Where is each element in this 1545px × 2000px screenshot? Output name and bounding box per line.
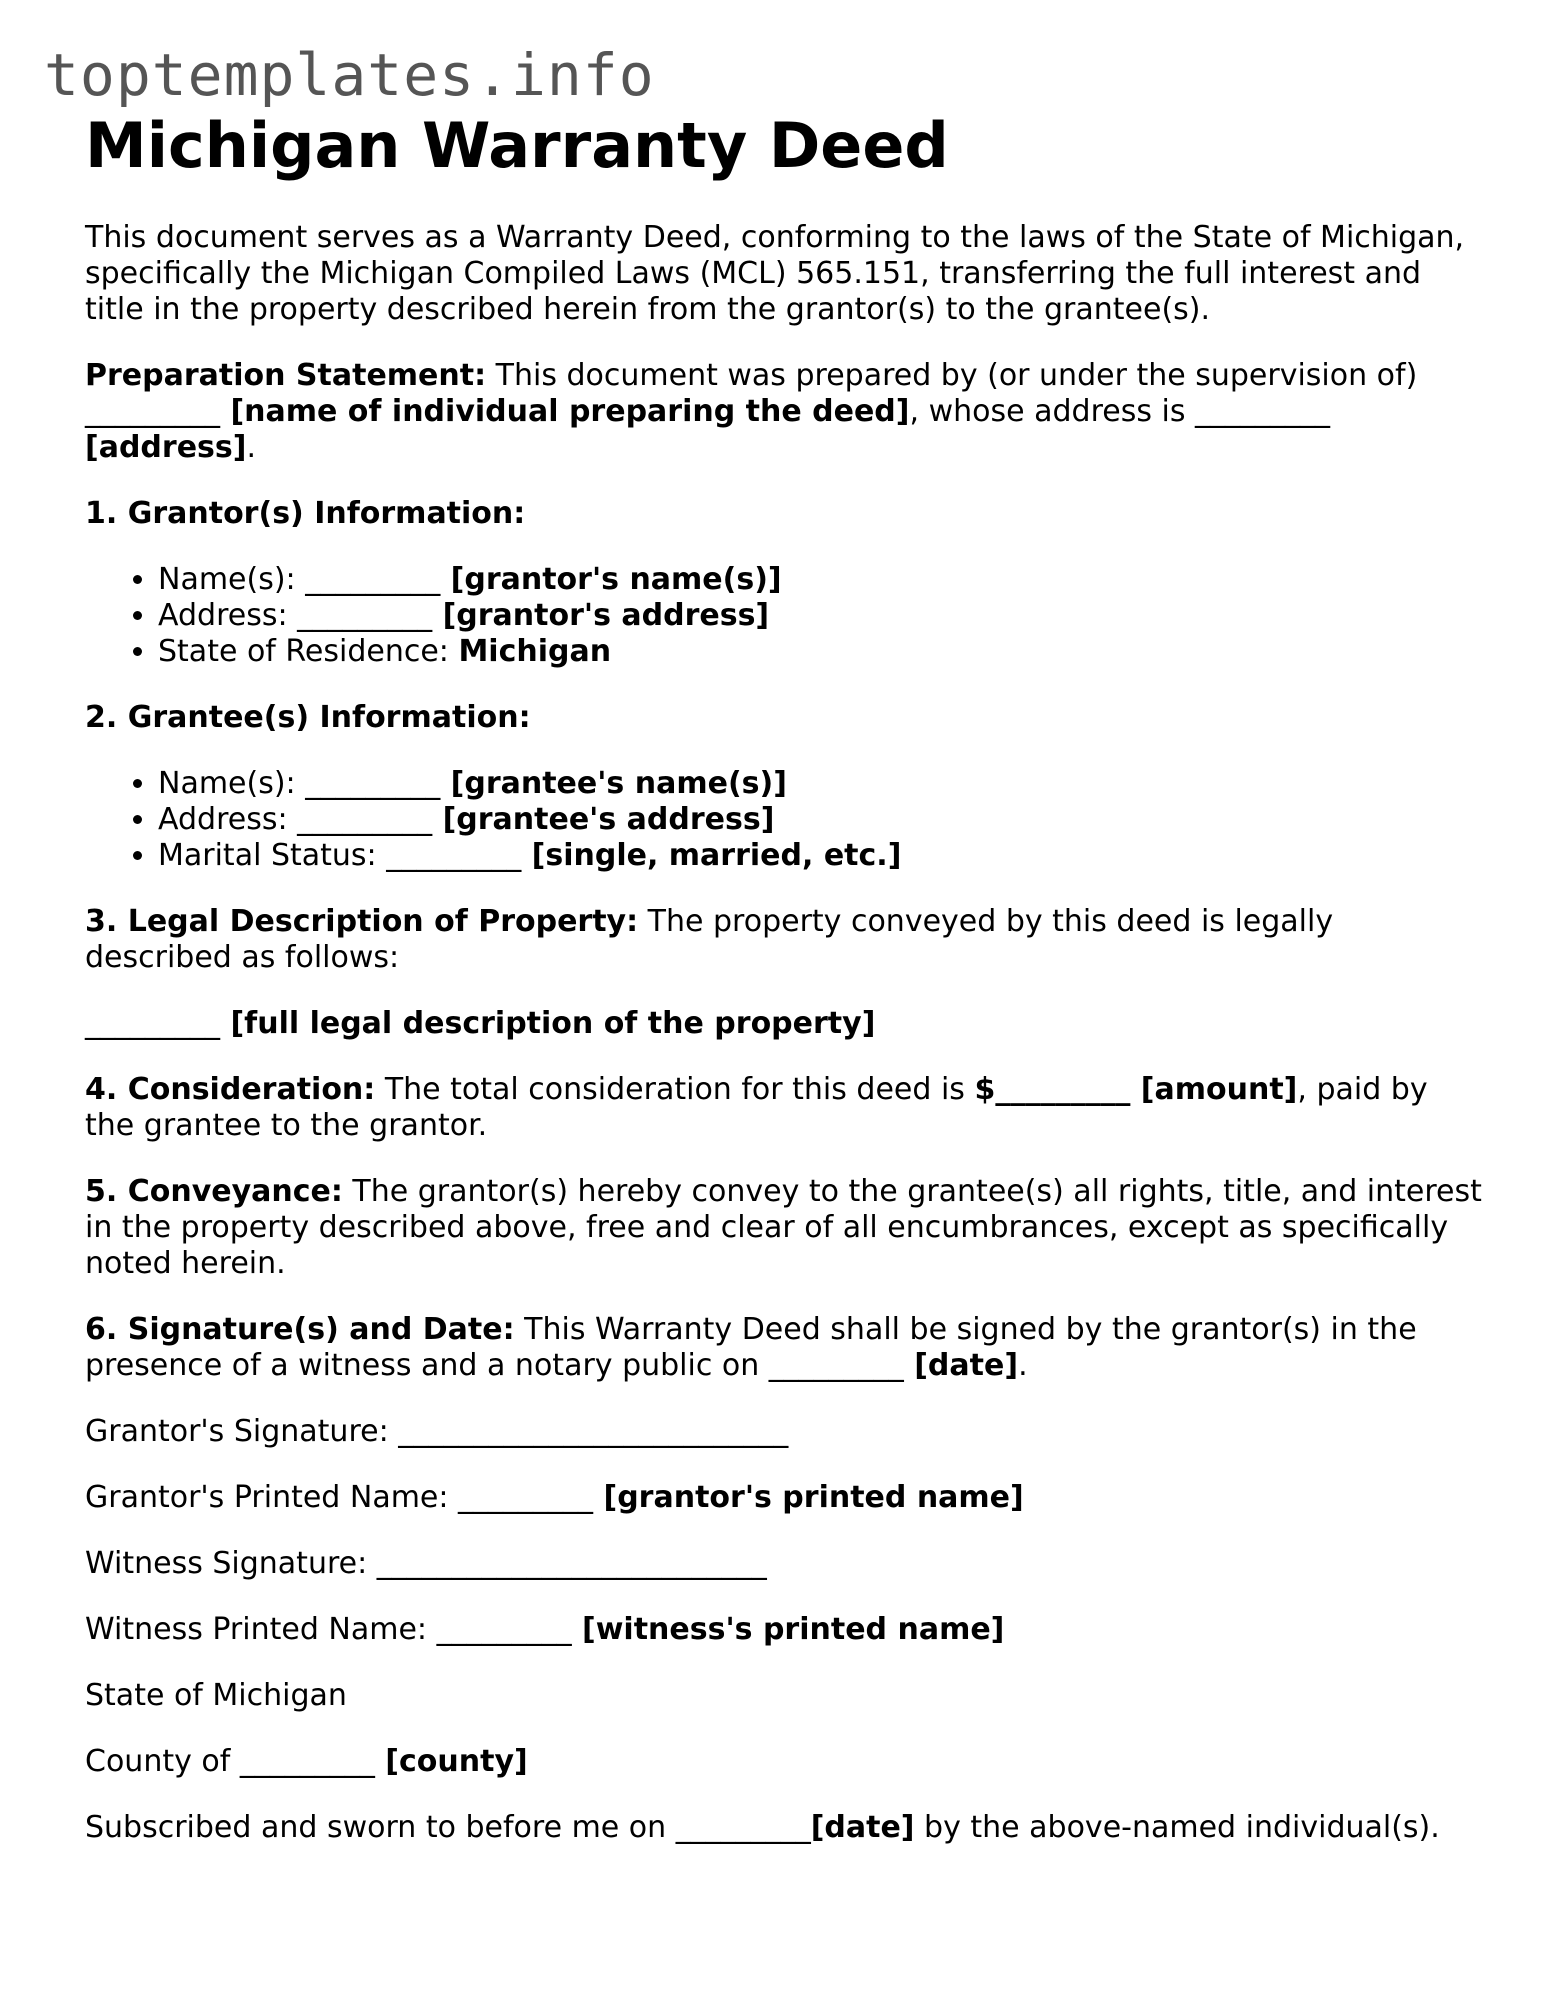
grantor-address-placeholder: [grantor's address]	[432, 598, 770, 633]
list-item	[158, 598, 1485, 634]
grantor-printed-name-placeholder: [grantor's printed name]	[593, 1480, 1024, 1515]
grantee-name-placeholder: [grantee's name(s)]	[440, 766, 787, 801]
grantor-name-blank: _________	[305, 562, 441, 597]
list-item	[158, 562, 1485, 598]
county-label: County of	[85, 1744, 240, 1779]
watermark-text: toptemplates.info	[44, 41, 655, 109]
preparer-address-blank: _________	[1195, 394, 1330, 429]
legal-description-line	[85, 1006, 1485, 1042]
legal-description-blank: _________	[85, 1006, 220, 1041]
consideration-section	[85, 1072, 1485, 1144]
grantor-heading	[85, 496, 1485, 532]
conveyance-text: The grantor(s) hereby convey to the grantee(s) all rights, title, and interest in the property described above, free and clear of all encumbrances, except as specifically noted herein.	[85, 1174, 1482, 1281]
grantor-address-label: Address:	[158, 598, 298, 633]
list-item	[158, 838, 1485, 874]
witness-signature-label: Witness Signature:	[85, 1546, 377, 1581]
preparer-address-placeholder: [address]	[85, 430, 247, 465]
consideration-text-end: , paid by the grantee to the grantor.	[85, 1072, 1428, 1143]
consideration-amount-placeholder: [amount]	[1130, 1072, 1298, 1107]
grantor-printed-name-line	[85, 1480, 1485, 1516]
grantor-list	[85, 562, 1485, 670]
grantor-signature-label: Grantor's Signature:	[85, 1414, 399, 1449]
grantee-address-label: Address:	[158, 802, 298, 837]
consideration-text: The total consideration for this deed is	[375, 1072, 975, 1107]
witness-signature-blank: __________________________	[376, 1546, 767, 1581]
signature-section	[85, 1312, 1485, 1384]
conveyance-section	[85, 1174, 1485, 1282]
grantor-name-label: Name(s):	[158, 562, 306, 597]
preparer-name-blank: _________	[85, 394, 220, 429]
county-placeholder: [county]	[374, 1744, 528, 1779]
signature-text: This Warranty Deed shall be signed by the grantor(s) in the presence of a witness and a notary public on	[85, 1312, 1417, 1383]
preparation-address-text: , whose address is	[909, 394, 1195, 429]
grantor-heading-text: 1. Grantor(s) Information:	[85, 496, 526, 531]
preparation-text: This document was prepared by (or under the supervision of)	[486, 358, 1418, 393]
grantor-address-blank: _________	[297, 598, 433, 633]
page-title: Michigan Warranty Deed	[85, 109, 949, 182]
subscribed-text: Subscribed and sworn to before me on	[85, 1810, 676, 1845]
witness-printed-name-line	[85, 1612, 1485, 1648]
list-item	[158, 802, 1485, 838]
preparation-label: Preparation Statement:	[85, 358, 487, 393]
signature-date-placeholder: [date]	[903, 1348, 1019, 1383]
witness-printed-name-blank: _________	[436, 1612, 572, 1647]
legal-description-label: 3. Legal Description of Property:	[85, 904, 639, 939]
preparation-statement	[85, 358, 1485, 466]
signature-date-blank: _________	[768, 1348, 904, 1383]
grantee-list	[85, 766, 1485, 874]
county-blank: _________	[239, 1744, 375, 1779]
subscribed-line	[85, 1810, 1485, 1846]
state-line: State of Michigan	[85, 1678, 347, 1713]
subscribed-text-end: by the above-named individual(s).	[914, 1810, 1440, 1845]
preparer-name-placeholder: [name of individual preparing the deed]	[220, 394, 910, 429]
grantee-name-label: Name(s):	[158, 766, 306, 801]
consideration-amount-blank: $_________	[974, 1072, 1131, 1107]
grantee-heading-text: 2. Grantee(s) Information:	[85, 700, 531, 735]
grantee-name-blank: _________	[305, 766, 441, 801]
county-line	[85, 1744, 1485, 1780]
signature-label: 6. Signature(s) and Date:	[85, 1312, 515, 1347]
grantor-state-label: State of Residence:	[158, 634, 459, 669]
grantor-name-placeholder: [grantor's name(s)]	[440, 562, 782, 597]
preparation-end: .	[246, 430, 257, 465]
grantee-marital-blank: _________	[386, 838, 522, 873]
grantee-heading	[85, 700, 1485, 736]
grantor-signature-line	[85, 1414, 1485, 1450]
witness-signature-line	[85, 1546, 1485, 1582]
document-body	[85, 110, 1485, 1876]
grantor-printed-name-label: Grantor's Printed Name:	[85, 1480, 459, 1515]
grantor-signature-blank: __________________________	[398, 1414, 789, 1449]
grantee-address-placeholder: [grantee's address]	[432, 802, 775, 837]
grantor-state-value: Michigan	[458, 634, 612, 669]
conveyance-label: 5. Conveyance:	[85, 1174, 343, 1209]
list-item	[158, 766, 1485, 802]
subscribed-date-placeholder: [date]	[810, 1810, 915, 1845]
signature-end: .	[1018, 1348, 1028, 1383]
legal-description-text: The property conveyed by this deed is legally described as follows:	[85, 904, 1334, 975]
subscribed-date-blank: _________	[675, 1810, 811, 1845]
grantee-marital-label: Marital Status:	[158, 838, 387, 873]
witness-printed-name-placeholder: [witness's printed name]	[571, 1612, 1005, 1647]
grantee-marital-placeholder: [single, married, etc.]	[521, 838, 902, 873]
intro-paragraph: This document serves as a Warranty Deed, conforming to the laws of the State of Michigan, specifically the Michigan Compiled Laws (MCL) 565.151, transferring the full interest and title in the property described herein from the grantor(s) to the grantee(s).	[85, 220, 1465, 327]
list-item	[158, 634, 1485, 670]
witness-printed-name-label: Witness Printed Name:	[85, 1612, 437, 1647]
consideration-label: 4. Consideration:	[85, 1072, 376, 1107]
grantor-printed-name-blank: _________	[458, 1480, 594, 1515]
legal-description-section	[85, 904, 1485, 976]
legal-description-placeholder: [full legal description of the property]	[220, 1006, 876, 1041]
grantee-address-blank: _________	[297, 802, 433, 837]
